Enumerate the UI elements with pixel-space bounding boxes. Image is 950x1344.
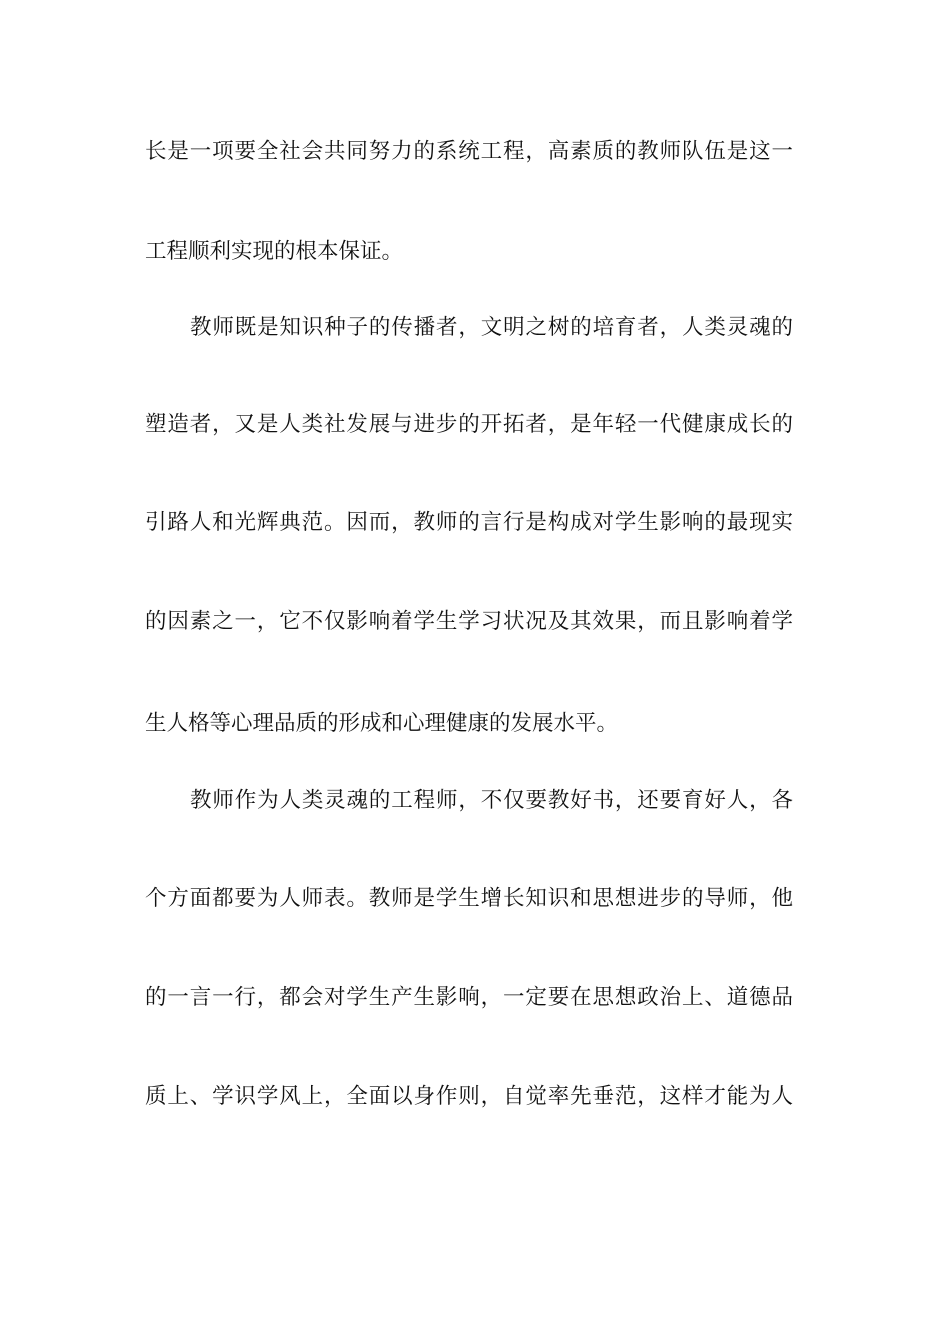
text-line: 教师作为人类灵魂的工程师，不仅要教好书，还要育好人，各 [190, 788, 793, 813]
text-line: 工程顺利实现的根本保证。 [145, 239, 404, 264]
text-line: 引路人和光辉典范。因而，教师的言行是构成对学生影响的最现实 [145, 510, 793, 535]
text-line: 生人格等心理品质的形成和心理健康的发展水平。 [145, 711, 619, 736]
text-line: 长是一项要全社会共同努力的系统工程，高素质的教师队伍是这一 [145, 139, 793, 164]
text-line: 个方面都要为人师表。教师是学生增长知识和思想进步的导师，他 [145, 886, 793, 911]
text-line: 教师既是知识种子的传播者，文明之树的培育者，人类灵魂的 [190, 315, 793, 340]
text-line: 质上、学识学风上，全面以身作则，自觉率先垂范，这样才能为人 [145, 1084, 793, 1109]
text-line: 的一言一行，都会对学生产生影响，一定要在思想政治上、道德品 [145, 985, 793, 1010]
text-line: 塑造者，又是人类社发展与进步的开拓者，是年轻一代健康成长的 [145, 412, 793, 437]
text-line: 的因素之一，它不仅影响着学生学习状况及其效果，而且影响着学 [145, 609, 793, 634]
